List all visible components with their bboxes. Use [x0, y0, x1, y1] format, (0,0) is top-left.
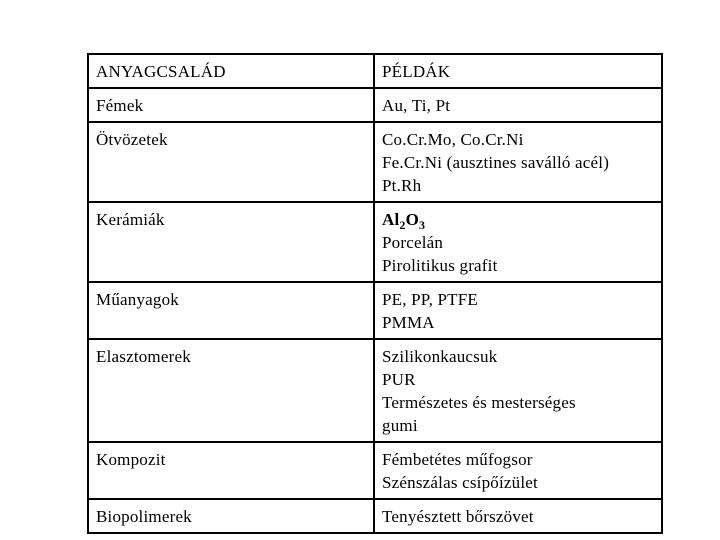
example-line: Pt.Rh [382, 176, 422, 195]
formula-element-b: O [405, 210, 420, 229]
family-cell: Kompozit [88, 442, 374, 499]
example-line: Természetes és mesterséges [382, 393, 576, 412]
formula-subscript-a: 2 [399, 218, 406, 232]
example-line: Szénszálas csípőízület [382, 473, 538, 492]
header-cell-family: ANYAGCSALÁD [88, 54, 374, 88]
example-line: PMMA [382, 313, 435, 332]
example-line: Tenyésztett bőrszövet [382, 507, 534, 526]
table-row [88, 282, 662, 339]
table-row [88, 122, 662, 202]
examples-cell [374, 122, 662, 202]
example-line: Au, Ti, Pt [382, 96, 451, 115]
examples-cell [374, 88, 662, 122]
table-row [88, 339, 662, 442]
examples-cell [374, 202, 662, 282]
table-row [88, 202, 662, 282]
family-cell: Fémek [88, 88, 374, 122]
example-line: Fe.Cr.Ni (ausztines saválló acél) [382, 153, 610, 172]
example-line: Porcelán [382, 233, 444, 252]
family-cell: Kerámiák [88, 202, 374, 282]
examples-cell [374, 282, 662, 339]
examples-cell [374, 442, 662, 499]
family-cell: Ötvözetek [88, 122, 374, 202]
table-header-row [88, 54, 662, 88]
example-line: Pirolitikus grafit [382, 256, 498, 275]
header-cell-examples: PÉLDÁK [374, 54, 662, 88]
table-row [88, 88, 662, 122]
table-row [88, 499, 662, 533]
chemical-formula [382, 208, 655, 231]
table-row [88, 442, 662, 499]
materials-table [87, 53, 663, 534]
example-line: gumi [382, 416, 418, 435]
family-cell: Műanyagok [88, 282, 374, 339]
examples-cell [374, 339, 662, 442]
family-cell: Biopolimerek [88, 499, 374, 533]
formula-element-a: Al [382, 210, 400, 229]
example-line: PUR [382, 370, 416, 389]
example-line: PE, PP, PTFE [382, 290, 478, 309]
examples-cell [374, 499, 662, 533]
example-line: Szilikonkaucsuk [382, 347, 498, 366]
formula-subscript-b: 3 [419, 218, 426, 232]
family-cell: Elasztomerek [88, 339, 374, 442]
example-line: Co.Cr.Mo, Co.Cr.Ni [382, 130, 524, 149]
example-line: Fémbetétes műfogsor [382, 450, 533, 469]
